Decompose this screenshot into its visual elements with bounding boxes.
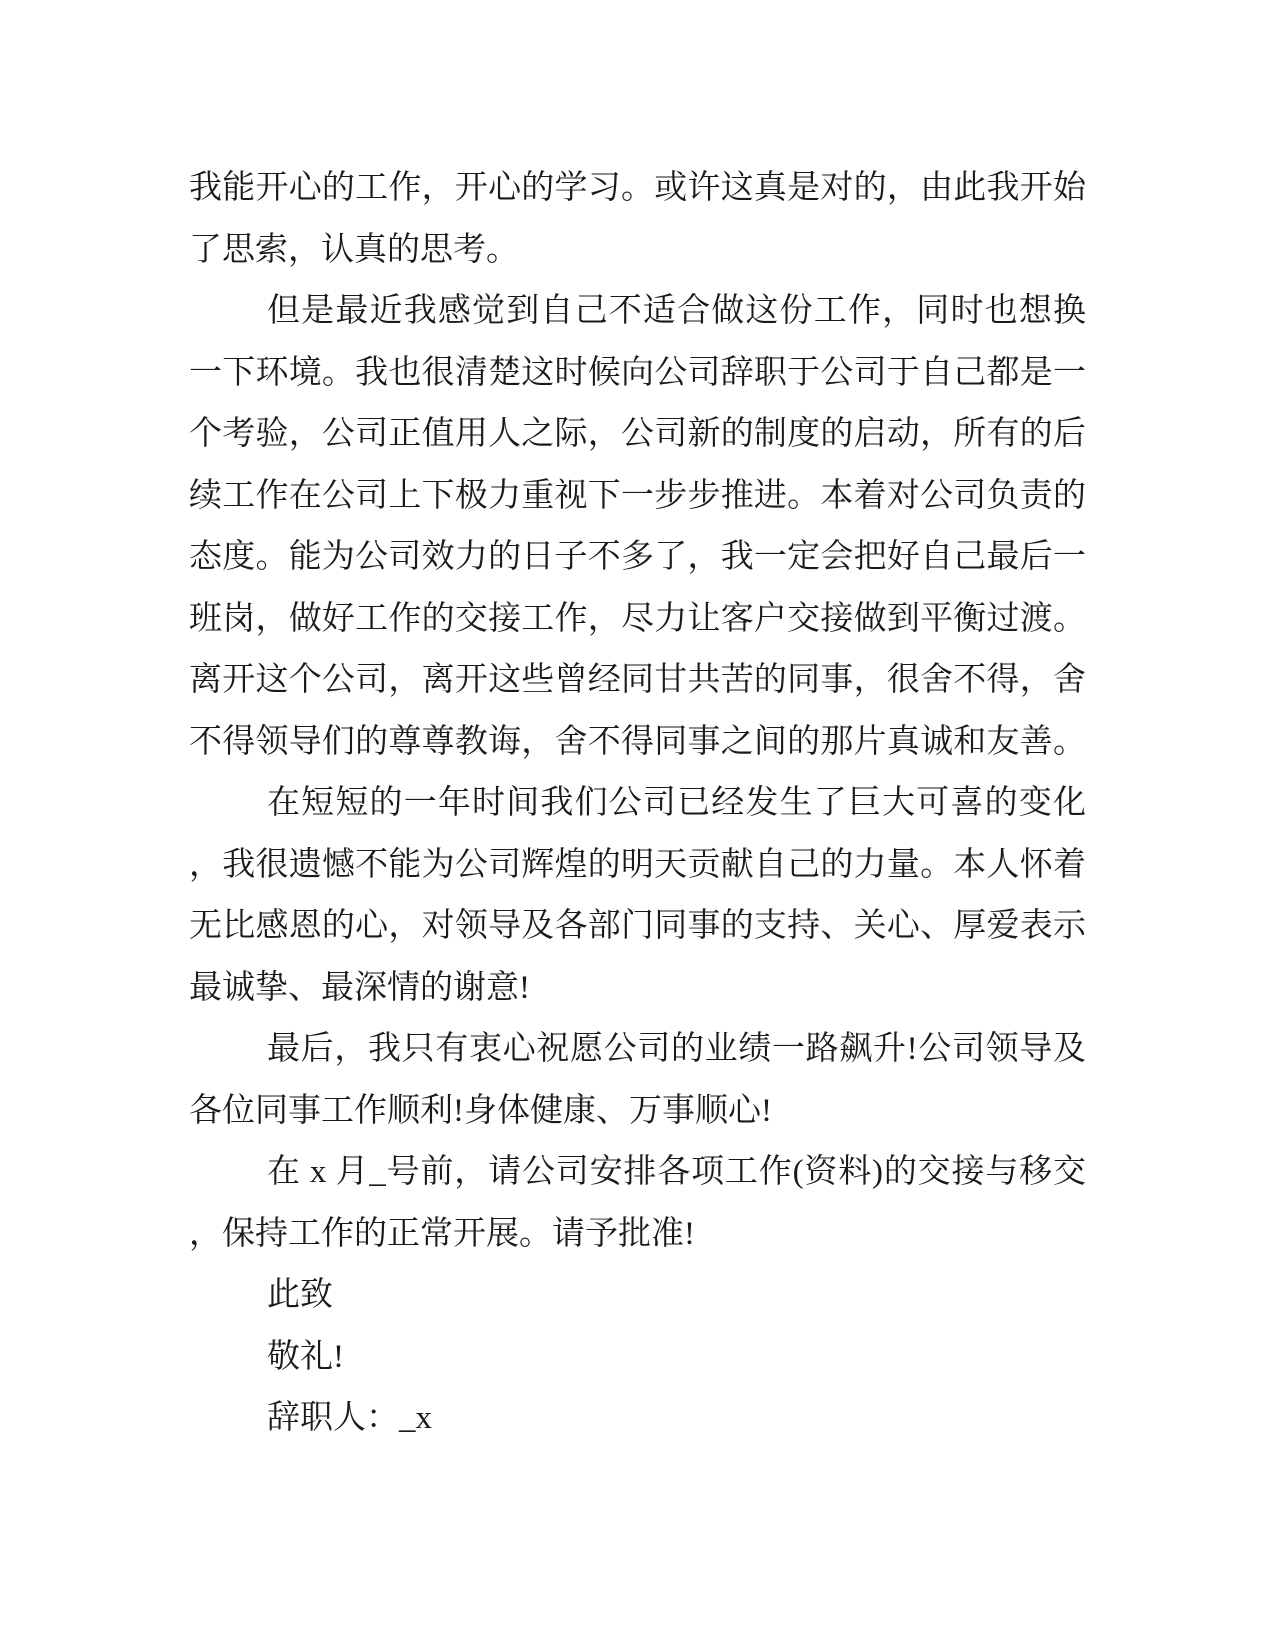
document-line: 最后，我只有衷心祝愿公司的业绩一路飙升!公司领导及	[267, 1031, 1086, 1067]
document-line: 续工作在公司上下极力重视下一步步推进。本着对公司负责的	[189, 477, 1086, 514]
document-line: 了思索，认真的思考。	[189, 231, 519, 268]
document-line: 无比感恩的心，对领导及各部门同事的支持、关心、厚爱表示	[189, 908, 1086, 944]
document-line: 态度。能为公司效力的日子不多了，我一定会把好自己最后一	[189, 539, 1086, 575]
document-line: 此致	[267, 1277, 333, 1313]
document-line: ，保持工作的正常开展。请予批准!	[189, 1215, 695, 1252]
document-line: 敬礼!	[267, 1338, 344, 1375]
document-line: 最诚挚、最深情的谢意!	[189, 969, 530, 1006]
document-line: 班岗，做好工作的交接工作，尽力让客户交接做到平衡过渡。	[189, 600, 1086, 637]
document-line: 在短短的一年时间我们公司已经发生了巨大可喜的变化	[267, 785, 1086, 821]
document-line: 在 x 月_号前，请公司安排各项工作(资料)的交接与移交	[267, 1154, 1086, 1190]
document-line: 不得领导们的尊尊教诲，舍不得同事之间的那片真诚和友善。	[189, 723, 1086, 760]
document-line: 离开这个公司，离开这些曾经同甘共苦的同事，很舍不得，舍	[189, 662, 1086, 698]
document-line: 辞职人：_x	[267, 1400, 432, 1436]
document-line: 一下环境。我也很清楚这时候向公司辞职于公司于自己都是一	[189, 354, 1086, 391]
document-line: 个考验，公司正值用人之际，公司新的制度的启动，所有的后	[189, 416, 1086, 452]
document-line: 但是最近我感觉到自己不适合做这份工作，同时也想换	[267, 293, 1086, 329]
document-line: 我能开心的工作，开心的学习。或许这真是对的，由此我开始	[189, 170, 1086, 206]
document-body	[189, 158, 1086, 1450]
document-line: ，我很遗憾不能为公司辉煌的明天贡献自己的力量。本人怀着	[189, 846, 1086, 883]
document-line: 各位同事工作顺利!身体健康、万事顺心!	[189, 1092, 772, 1129]
